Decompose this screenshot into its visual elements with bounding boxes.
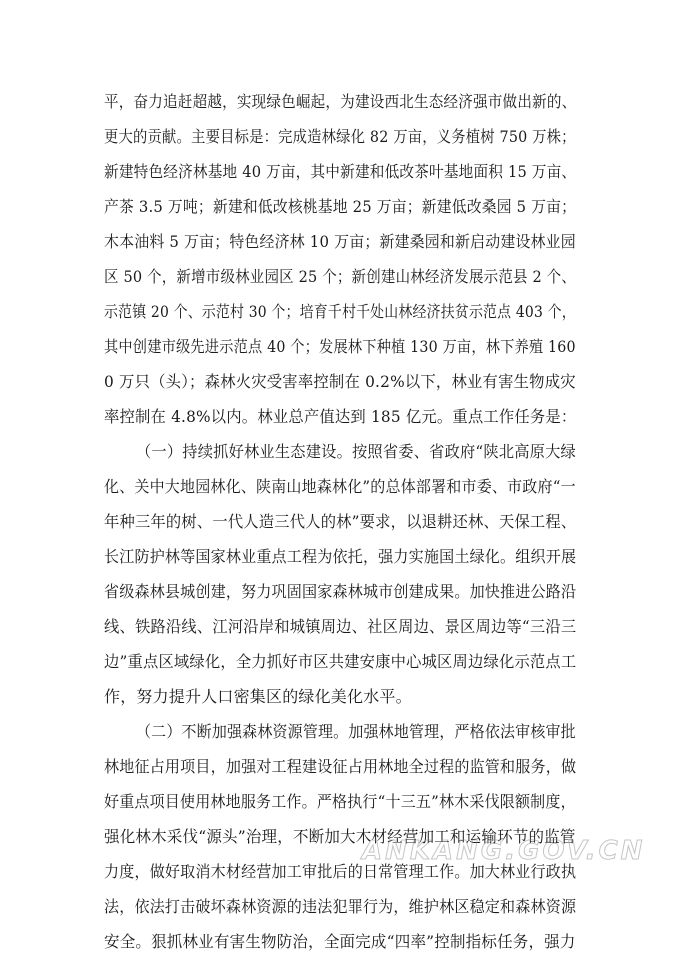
text-line: 新建特色经济林基地 40 万亩，其中新建和低改茶叶基地面积 15 万亩、: [104, 162, 577, 181]
text-line: 作，努力提升人口密集区的绿化美化水平。: [104, 687, 412, 706]
text-line: 林地征占用项目，加强对工程建设征占用林地全过程的监管和服务，做: [104, 757, 577, 776]
text-line: 率控制在 4.8%以内。林业总产值达到 185 亿元。重点工作任务是：: [104, 407, 577, 426]
text-line: 省级森林县城创建，努力巩固国家森林城市创建成果。加快推进公路沿: [104, 582, 577, 601]
text-line: 产茶 3.5 万吨；新建和低改核桃基地 25 万亩；新建低改桑园 5 万亩；: [104, 197, 577, 216]
text-line: 法，依法打击破坏森林资源的违法犯罪行为，维护林区稳定和森林资源: [104, 897, 577, 916]
text-line: 更大的贡献。主要目标是：完成造林绿化 82 万亩，义务植树 750 万株；: [104, 127, 576, 146]
text-line: 边”重点区域绿化，全力抓好市区共建安康中心城区周边绿化示范点工: [104, 652, 577, 671]
text-line: 0 万只（头）；森林火灾受害率控制在 0.2%以下，林业有害生物成灾: [104, 372, 576, 391]
paragraph-heading-2: （二）不断加强森林资源管理。加强林地管理，严格依法审核审批: [136, 722, 576, 741]
text-line: 平，奋力追赶超越，实现绿色崛起，为建设西北生态经济强市做出新的、: [104, 92, 577, 111]
text-line: 年种三年的树、一代人造三代人的林”要求，以退耕还林、天保工程、: [104, 512, 577, 531]
text-line: 强化林木采伐“源头”治理，不断加大木材经营加工和运输环节的监管: [104, 827, 576, 846]
text-line: 木本油料 5 万亩；特色经济林 10 万亩；新建桑园和新启动建设林业园: [104, 232, 576, 251]
text-line: 长江防护林等国家林业重点工程为依托，强力实施国土绿化。组织开展: [104, 547, 577, 566]
text-line: 其中创建市级先进示范点 40 个；发展林下种植 130 万亩，林下养殖 160: [104, 337, 576, 356]
text-line: 力度，做好取消木材经营加工审批后的日常管理工作。加大林业行政执: [104, 862, 577, 881]
text-line: 区 50 个，新增市级林业园区 25 个；新创建山林经济发展示范县 2 个、: [104, 267, 577, 286]
text-line: 线、铁路沿线、江河沿岸和城镇周边、社区周边、景区周边等“三沿三: [104, 617, 577, 636]
text-line: 好重点项目使用林地服务工作。严格执行“十三五”林木采伐限额制度，: [104, 792, 576, 811]
text-line: 化、关中大地园林化、陕南山地森林化”的总体部署和市委、市政府“一: [104, 477, 576, 496]
text-line: 示范镇 20 个、示范村 30 个；培育千村千处山林经济扶贫示范点 403 个，: [104, 302, 576, 321]
watermark: ANKANG.GOV.CN: [362, 836, 646, 866]
text-line: 安全。狠抓林业有害生物防治，全面完成“四率”控制指标任务，强力: [104, 932, 576, 951]
paragraph-heading-1: （一）持续抓好林业生态建设。按照省委、省政府“陕北高原大绿: [136, 442, 576, 461]
